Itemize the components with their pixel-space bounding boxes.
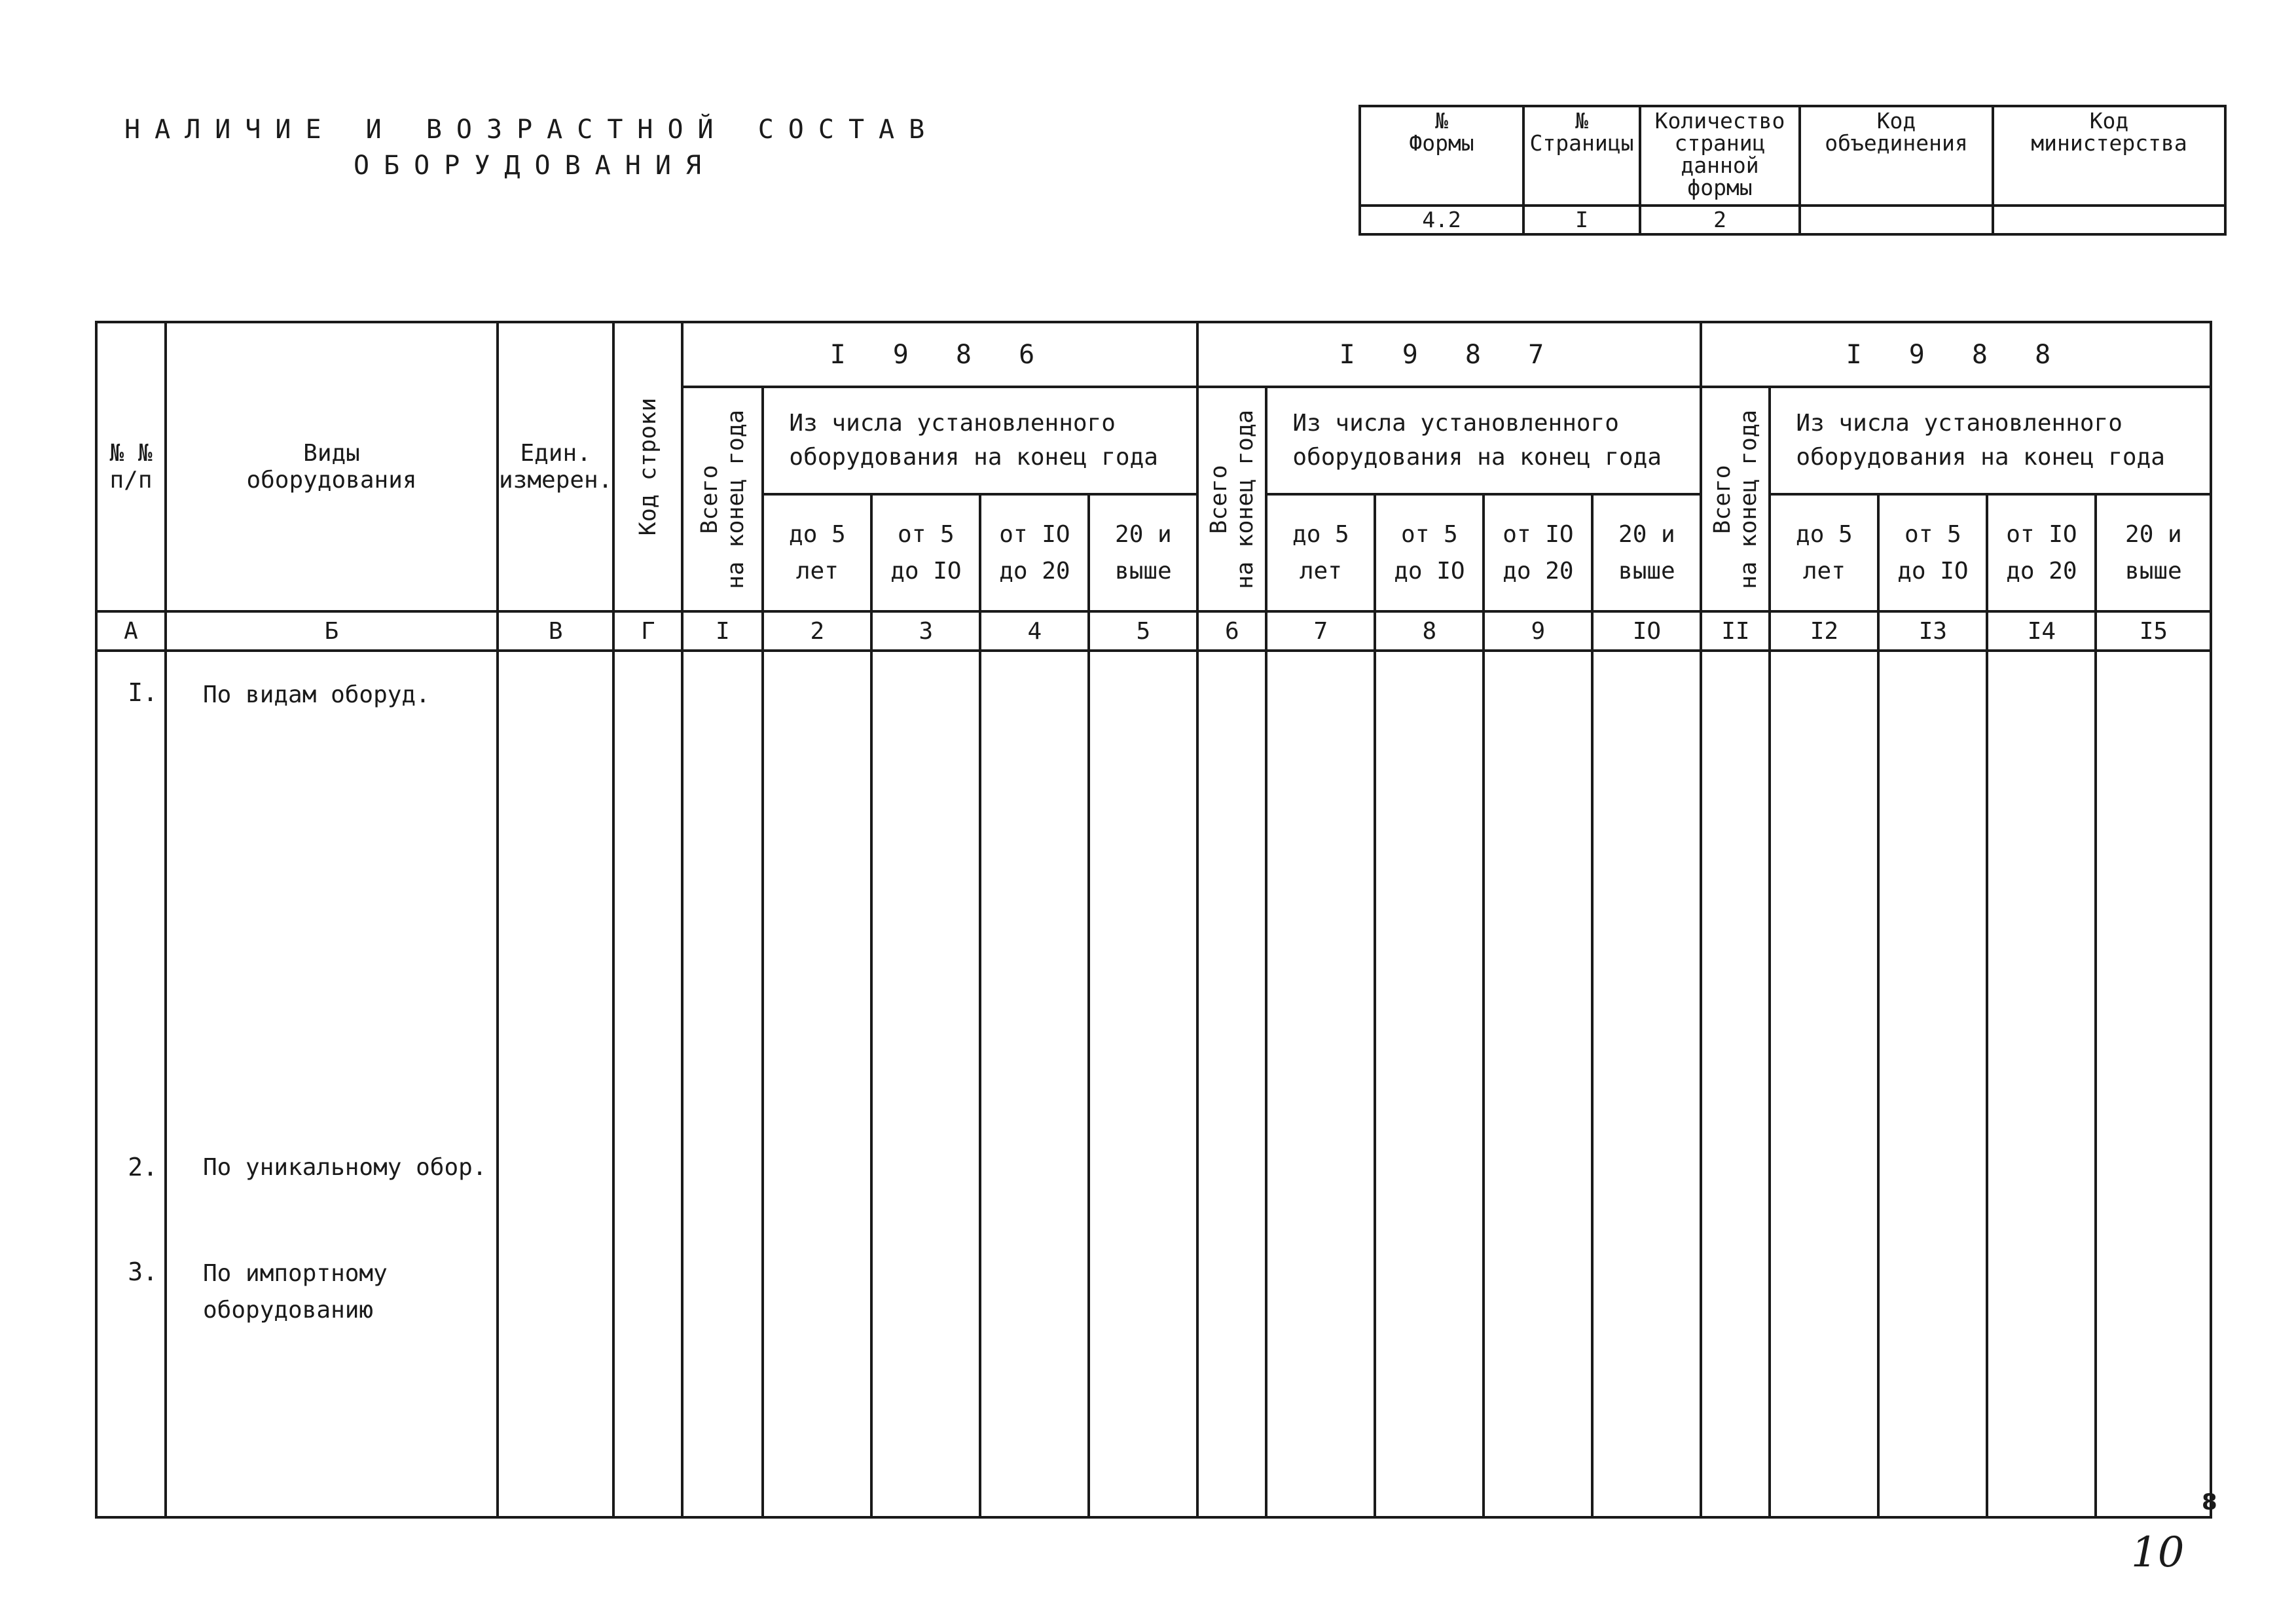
data-cell[interactable] (1592, 651, 1701, 1517)
data-cell[interactable] (871, 651, 980, 1517)
union-code-value (1800, 206, 1993, 234)
col-header-code: Код строки (613, 322, 682, 611)
page-number-label: № Страницы (1523, 106, 1640, 206)
column-index: 3 (871, 611, 980, 651)
column-index: 5 (1089, 611, 1197, 651)
column-index: В (498, 611, 613, 651)
age-header-5to10: от 5 до IO (1878, 494, 1987, 611)
data-cell[interactable] (1266, 651, 1375, 1517)
total-header-1986: Всего на конец года (682, 387, 763, 611)
section-number: 2. (128, 1153, 158, 1182)
table-body-row (96, 651, 2211, 1517)
page-count-value: 2 (1640, 206, 1800, 234)
age-header-10to20: от IO до 20 (1484, 494, 1592, 611)
col-header-num: № № п/п (96, 322, 166, 611)
data-cell[interactable] (682, 651, 763, 1517)
data-cell[interactable] (1878, 651, 1987, 1517)
age-header-10to20: от IO до 20 (980, 494, 1089, 611)
column-index: IO (1592, 611, 1701, 651)
subheader-1988: Из числа установленного оборудования на конец года (1770, 387, 2211, 494)
column-index: 4 (980, 611, 1089, 651)
column-index: I2 (1770, 611, 1878, 651)
column-index: А (96, 611, 166, 651)
data-cell[interactable] (613, 651, 682, 1517)
data-cell[interactable] (1197, 651, 1266, 1517)
age-header-20plus: 20 и выше (1592, 494, 1701, 611)
section-labels-cell (166, 651, 498, 1517)
data-cell[interactable] (1484, 651, 1592, 1517)
column-index: I5 (2096, 611, 2211, 651)
column-index: Г (613, 611, 682, 651)
form-number-value: 4.2 (1360, 206, 1523, 234)
column-index: 2 (763, 611, 871, 651)
year-header-1987: I 9 8 7 (1197, 322, 1701, 387)
section-number: I. (128, 678, 158, 707)
data-cell[interactable] (980, 651, 1089, 1517)
age-header-5to10: от 5 до IO (1375, 494, 1484, 611)
section-label: По видам оборуд. (203, 681, 430, 708)
age-header-20plus: 20 и выше (1089, 494, 1197, 611)
age-header-under5: до 5 лет (763, 494, 871, 611)
column-index: 7 (1266, 611, 1375, 651)
subheader-1986: Из числа установленного оборудования на конец года (763, 387, 1197, 494)
age-header-20plus: 20 и выше (2096, 494, 2211, 611)
ministry-code-label: Код министерства (1993, 106, 2225, 206)
column-index: 6 (1197, 611, 1266, 651)
total-header-1988: Всего на конец года (1701, 387, 1770, 611)
col-header-unit: Един. измерен. (498, 322, 613, 611)
total-header-1987: Всего на конец года (1197, 387, 1266, 611)
year-header-1986: I 9 8 6 (682, 322, 1197, 387)
data-cell[interactable] (1987, 651, 2096, 1517)
sheet-mark: 8 (2202, 1489, 2217, 1515)
handwritten-page-number: 10 (2131, 1528, 2185, 1577)
union-code-label: Код объединения (1800, 106, 1993, 206)
year-header-1988: I 9 8 8 (1701, 322, 2211, 387)
section-label: По уникальному обор. (203, 1154, 487, 1181)
col-header-type: Виды оборудования (166, 322, 498, 611)
data-cell[interactable] (498, 651, 613, 1517)
document-title-line2: ОБОРУДОВАНИЯ (354, 151, 716, 181)
document-title-line1: НАЛИЧИЕ И ВОЗРАСТНОЙ СОСТАВ (124, 115, 939, 145)
data-cell[interactable] (1375, 651, 1484, 1517)
form-header-box (1358, 105, 2227, 236)
age-header-10to20: от IO до 20 (1987, 494, 2096, 611)
column-index: Б (166, 611, 498, 651)
age-header-under5: до 5 лет (1770, 494, 1878, 611)
column-index: 9 (1484, 611, 1592, 651)
form-number-label: № Формы (1360, 106, 1523, 206)
data-cell[interactable] (1770, 651, 1878, 1517)
age-header-5to10: от 5 до IO (871, 494, 980, 611)
data-cell[interactable] (763, 651, 871, 1517)
data-cell[interactable] (2096, 651, 2211, 1517)
column-index: I (682, 611, 763, 651)
column-index: II (1701, 611, 1770, 651)
equipment-table (95, 321, 2212, 1519)
subheader-1987: Из числа установленного оборудования на конец года (1266, 387, 1701, 494)
ministry-code-value (1993, 206, 2225, 234)
page-number-value: I (1523, 206, 1640, 234)
section-numbers-cell (96, 651, 166, 1517)
data-cell[interactable] (1089, 651, 1197, 1517)
column-index: I3 (1878, 611, 1987, 651)
age-header-under5: до 5 лет (1266, 494, 1375, 611)
section-number: 3. (128, 1257, 158, 1286)
column-index: I4 (1987, 611, 2096, 651)
data-cell[interactable] (1701, 651, 1770, 1517)
column-index-row (96, 611, 2211, 651)
section-label: По импортному оборудованию (203, 1260, 388, 1324)
page-count-label: Количество страниц данной формы (1640, 106, 1800, 206)
column-index: 8 (1375, 611, 1484, 651)
